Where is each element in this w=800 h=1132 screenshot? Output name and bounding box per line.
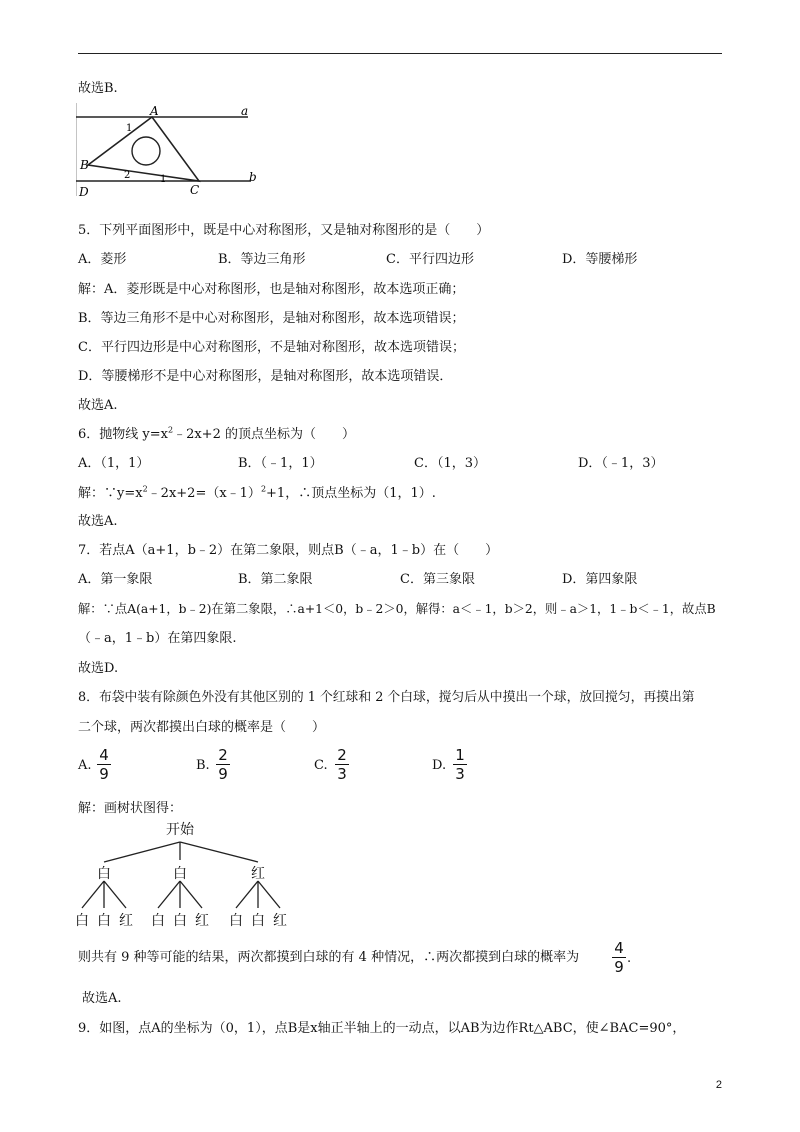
answer-6: 故选A. (78, 514, 118, 529)
solution-5c: C．平行四边形是中心对称图形，不是轴对称图形，故本选项错误； (78, 340, 465, 355)
geometry-figure (76, 103, 266, 198)
label-C: C (190, 183, 200, 197)
option-5d: D．等腰梯形 (562, 252, 638, 267)
option-5b: B．等边三角形 (218, 252, 306, 267)
header-rule (78, 53, 722, 54)
tree-l2-node: 白 (173, 913, 187, 929)
solution-8-conclusion: 则共有 9 种等可能的结果，两次都摸到白球的有 4 种情况，∴两次都摸到白球的概率为 (78, 950, 580, 965)
label-B: B (80, 158, 89, 172)
denominator: 9 (218, 765, 228, 783)
solution-5a: 解：A．菱形既是中心对称图形，也是轴对称图形，故本选项正确； (78, 282, 465, 297)
numerator: 4 (614, 939, 624, 957)
q6-part: ﹣2x+2 的顶点坐标为（ ） (173, 427, 355, 442)
option-6b: B．（﹣1，1） (238, 456, 323, 471)
question-8b: 二个球，两次都摸出白球的概率是（ ） (78, 720, 326, 735)
question-5: 5．下列平面图形中，既是中心对称图形，又是轴对称图形的是（ ） (78, 223, 490, 238)
s6-part: ﹣2x+2=（x﹣1） (147, 486, 261, 501)
option-6d: D．（﹣1，3） (578, 456, 664, 471)
numerator: 2 (218, 746, 228, 764)
label-D: D (79, 185, 89, 198)
option-5a: A．菱形 (78, 252, 127, 267)
option-8a-fraction (97, 747, 111, 782)
tree-l2-node: 白 (97, 913, 111, 929)
conclusion-period: . (627, 951, 632, 966)
tree-l2-node: 红 (195, 913, 209, 929)
tree-l2-node: 红 (119, 913, 133, 929)
q6-exponent: 2 (167, 425, 174, 435)
option-8b-fraction (216, 747, 230, 782)
denominator: 3 (455, 765, 465, 783)
solution-8-intro: 解：画树状图得： (78, 801, 183, 816)
option-6c: C．（1，3） (414, 456, 486, 471)
conclusion-fraction (612, 940, 626, 975)
s6-exponent: 2 (142, 484, 148, 494)
option-8c-fraction (335, 747, 349, 782)
question-9: 9．如图，点A的坐标为（0，1），点B是x轴正半轴上的一动点，以AB为边作Rt△ABC，使∠BAC=90°， (78, 1021, 686, 1036)
numerator: 4 (99, 746, 109, 764)
tree-diagram (70, 818, 300, 933)
tree-l2-node: 白 (151, 913, 165, 929)
tree-l1-node: 红 (251, 866, 265, 882)
option-8c-letter: C. (314, 758, 328, 773)
answer-line: 故选B. (78, 81, 118, 96)
question-7: 7．若点A（a+1，b﹣2）在第二象限，则点B（﹣a，1﹣b）在（ ） (78, 543, 499, 558)
tree-l2-node: 红 (273, 913, 287, 929)
angle-2-label: 2 (124, 170, 131, 181)
solution-6 (78, 485, 436, 503)
answer-8: 故选A. (82, 991, 122, 1006)
option-6a: A．（1，1） (78, 456, 150, 471)
label-A: A (150, 104, 159, 118)
option-7a: A．第一象限 (78, 572, 153, 587)
tree-root: 开始 (166, 822, 194, 838)
angle-1-label: 1 (126, 123, 133, 134)
denominator: 3 (337, 765, 347, 783)
solution-5b: B．等边三角形不是中心对称图形，是轴对称图形，故本选项错误； (78, 311, 465, 326)
denominator: 9 (614, 958, 624, 976)
option-8a-letter: A. (78, 758, 92, 773)
denominator: 9 (99, 765, 109, 783)
label-line-b: b (249, 170, 257, 184)
solution-7a: 解：∵点A(a+1，b﹣2)在第二象限，∴a+1＜0，b﹣2＞0，解得：a＜﹣1，b＞2，则﹣a＞1，1﹣b＜﹣1，故点B (78, 602, 716, 616)
option-7d: D．第四象限 (562, 572, 638, 587)
option-8b-letter: B. (196, 758, 210, 773)
option-8d-fraction (453, 747, 467, 782)
numerator: 2 (337, 746, 347, 764)
answer-5: 故选A. (78, 398, 118, 413)
question-8a: 8．布袋中装有除颜色外没有其他区别的 1 个红球和 2 个白球，搅匀后从中摸出一个球，放回搅匀，再摸出第 (78, 690, 695, 705)
option-8d-letter: D. (432, 758, 447, 773)
solution-7b: （﹣a，1﹣b）在第四象限. (78, 631, 237, 646)
option-7c: C．第三象限 (400, 572, 475, 587)
s6-part: 解：∵y=x (78, 486, 143, 501)
option-7b: B．第二象限 (238, 572, 313, 587)
solution-5d: D．等腰梯形不是中心对称图形，是轴对称图形，故本选项错误． (78, 369, 453, 384)
angle-1b-label: 1 (160, 174, 167, 185)
label-line-a: a (241, 104, 249, 118)
option-5c: C．平行四边形 (386, 252, 474, 267)
q6-part: 6．抛物线 y=x (78, 427, 168, 442)
s6-exponent: 2 (260, 484, 267, 494)
tree-l1-node: 白 (97, 866, 111, 882)
tree-l2-node: 白 (251, 913, 265, 929)
tree-l2-node: 白 (229, 913, 243, 929)
answer-7: 故选D. (78, 661, 119, 676)
page-number: 2 (715, 1079, 722, 1091)
question-6 (78, 426, 355, 444)
numerator: 1 (455, 746, 465, 764)
s6-part: +1，∴顶点坐标为（1，1）. (266, 486, 436, 501)
tree-l2-node: 白 (75, 913, 89, 929)
tree-l1-node: 白 (173, 866, 187, 882)
